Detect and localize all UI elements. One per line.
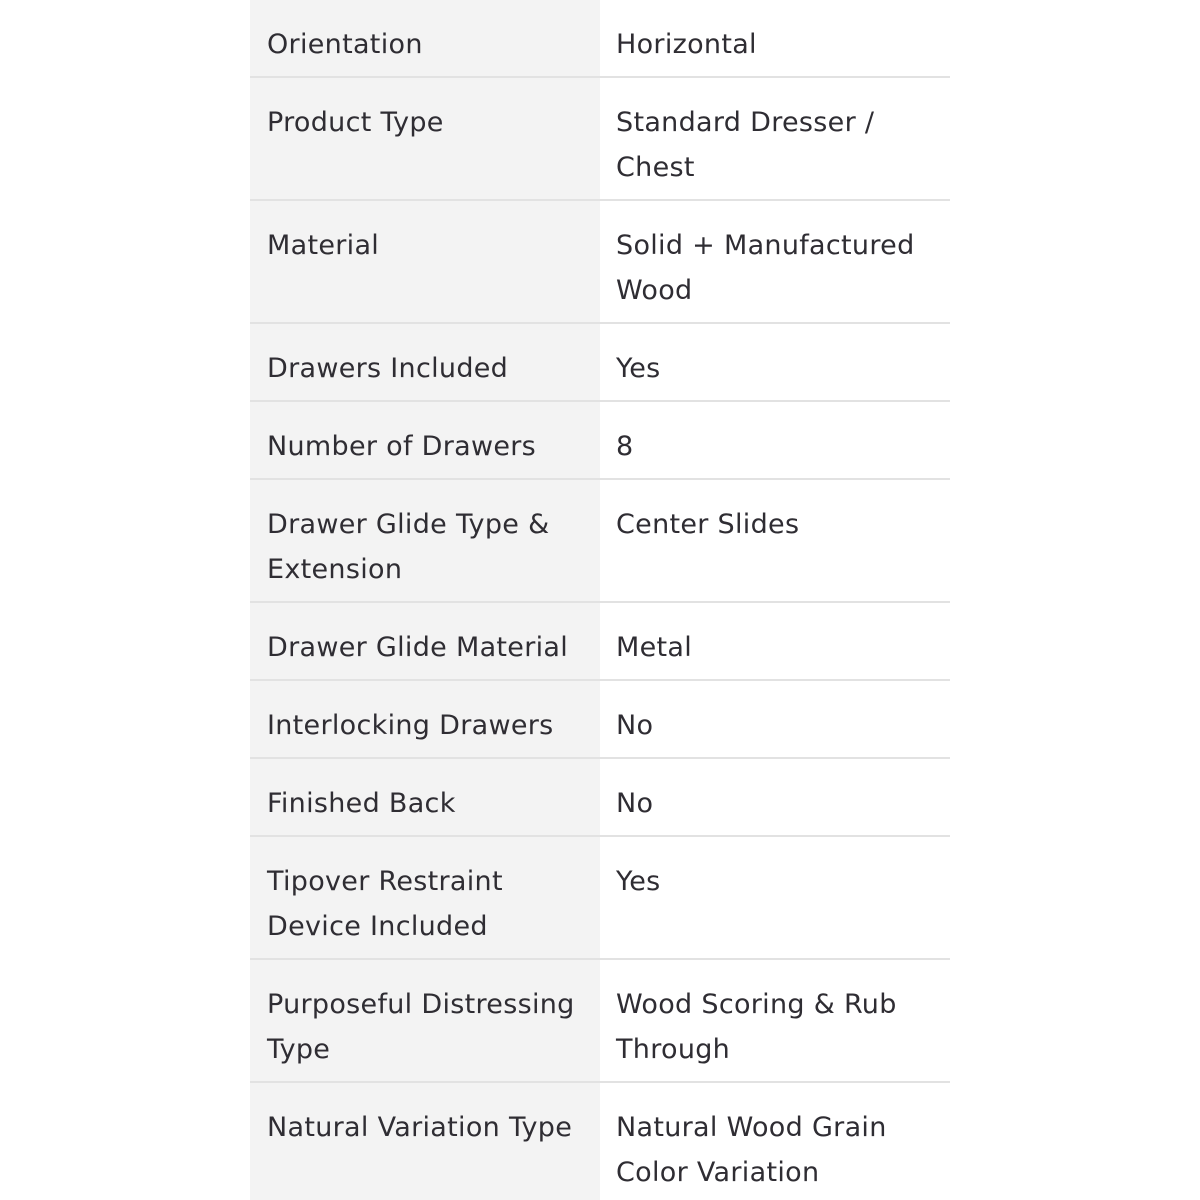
spec-row-finished-back: [250, 759, 950, 837]
spec-value: Standard Dresser / Chest: [600, 78, 950, 199]
spec-label: Drawer Glide Material: [250, 603, 600, 679]
spec-value: Wood Scoring & Rub Through: [600, 960, 950, 1081]
spec-row-material: [250, 201, 950, 324]
spec-value: Center Slides: [600, 480, 950, 601]
spec-value: 8: [600, 402, 950, 478]
spec-value: Solid + Manufactured Wood: [600, 201, 950, 322]
spec-row-drawer-glide-type: [250, 480, 950, 603]
spec-row-drawer-glide-material: [250, 603, 950, 681]
spec-label: Drawer Glide Type & Extension: [250, 480, 600, 601]
spec-label: Interlocking Drawers: [250, 681, 600, 757]
spec-row-drawers-included: [250, 324, 950, 402]
spec-row-product-type: [250, 78, 950, 201]
spec-label: Natural Variation Type: [250, 1083, 600, 1200]
spec-value: Yes: [600, 837, 950, 958]
spec-label: Drawers Included: [250, 324, 600, 400]
spec-label: Purposeful Distressing Type: [250, 960, 600, 1081]
spec-value: Natural Wood Grain Color Variation: [600, 1083, 950, 1200]
spec-row-distressing-type: [250, 960, 950, 1083]
spec-label: Orientation: [250, 0, 600, 76]
spec-label: Number of Drawers: [250, 402, 600, 478]
spec-label: Finished Back: [250, 759, 600, 835]
spec-label: Tipover Restraint Device Included: [250, 837, 600, 958]
spec-row-orientation: [250, 0, 950, 78]
spec-row-interlocking-drawers: [250, 681, 950, 759]
spec-value: No: [600, 681, 950, 757]
spec-label: Material: [250, 201, 600, 322]
spec-label: Product Type: [250, 78, 600, 199]
spec-value: No: [600, 759, 950, 835]
spec-row-tipover-restraint: [250, 837, 950, 960]
spec-value: Horizontal: [600, 0, 950, 76]
spec-value: Metal: [600, 603, 950, 679]
spec-row-natural-variation: [250, 1083, 950, 1200]
spec-row-number-of-drawers: [250, 402, 950, 480]
spec-value: Yes: [600, 324, 950, 400]
specifications-table: [250, 0, 950, 1200]
